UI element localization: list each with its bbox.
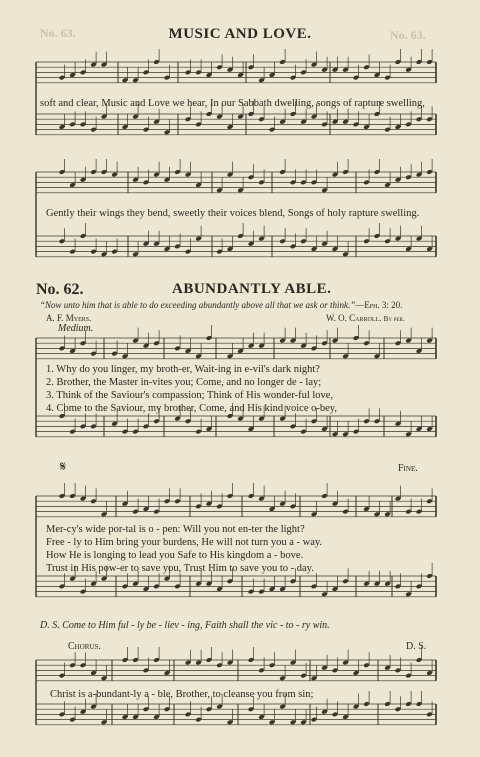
staff-treble-4 [36, 483, 436, 517]
verse-line-4b: Trust in His pow-er to save you, Trust Him to save you to - day. [46, 563, 314, 574]
chorus-label: Chorus. [68, 641, 101, 652]
chorus-lyric-line: Christ is a-bundant-ly a - ble, Brother, to cleanse you from sin; [50, 689, 314, 700]
ds-lyric-line: D. S. Come to Him ful - ly be - liev - ing, Faith shall the vic - to - ry win. [40, 620, 330, 631]
scripture-reference: —Eph. 3: 20. [355, 300, 403, 310]
faint-page-number-left: No. 63. [40, 26, 76, 40]
scripture-text: “Now unto him that is able to do exceeding abundantly above all that we ask or think.” [40, 300, 356, 310]
composer-name: W. O. Carroll. [326, 313, 382, 323]
scripture-quote [40, 300, 402, 310]
tempo-marking: Medium. [58, 323, 94, 334]
verse-line-3a: 3. Think of the Saviour's compassion; Think of His wonder-ful love, [46, 390, 334, 401]
segno-sign: 𝄋 [60, 460, 67, 475]
staff-treble-2 [36, 159, 436, 193]
song-title-music-and-love: MUSIC AND LOVE. [168, 26, 312, 42]
fine-marker: Fine. [398, 463, 418, 474]
verse-line-2b: Free - ly to Him bring your burdens, He will not turn you a - way. [46, 537, 323, 548]
staff-treble-3 [36, 325, 436, 359]
verse-line-2a: 2. Brother, the Master in-vites you; Come, and no longer de - lay; [46, 377, 322, 388]
hymn-number: No. 62. [36, 281, 84, 298]
song-title-abundantly-able: ABUNDANTLY ABLE. [172, 281, 332, 297]
song1-lyric-line-2: Gently their wings they bend, sweetly their voices blend, Songs of holy rapture swelling. [46, 208, 420, 219]
verse-line-1b: Mer-cy's wide por-tal is o - pen: Will you not en-ter the light? [46, 524, 305, 535]
verse-line-3b: How He is longing to lead you Safe to His kingdom a - bove. [46, 550, 304, 561]
staff-treble-1 [36, 49, 436, 83]
lyricist-credit: A. F. Myers. [46, 313, 92, 323]
composer-credit [326, 313, 405, 323]
composer-note: By per. [383, 315, 405, 323]
song1-lyric-line-1: soft and clear, Music and Love we hear, In our Sabbath dwelling, songs of rapture swelling, [40, 98, 425, 109]
faint-page-number-right: No. 63. [390, 28, 426, 42]
verse-line-4a: 4. Come to the Saviour, my brother, Come, and His kind voice o-bey, [46, 403, 337, 414]
staff-treble-5 [36, 647, 436, 681]
ds-marker: D. S. [406, 641, 427, 652]
staff-bass-2 [36, 223, 436, 257]
verse-line-1a: 1. Why do you linger, my broth-er, Wait-ing in e-vil's dark night? [46, 364, 320, 375]
